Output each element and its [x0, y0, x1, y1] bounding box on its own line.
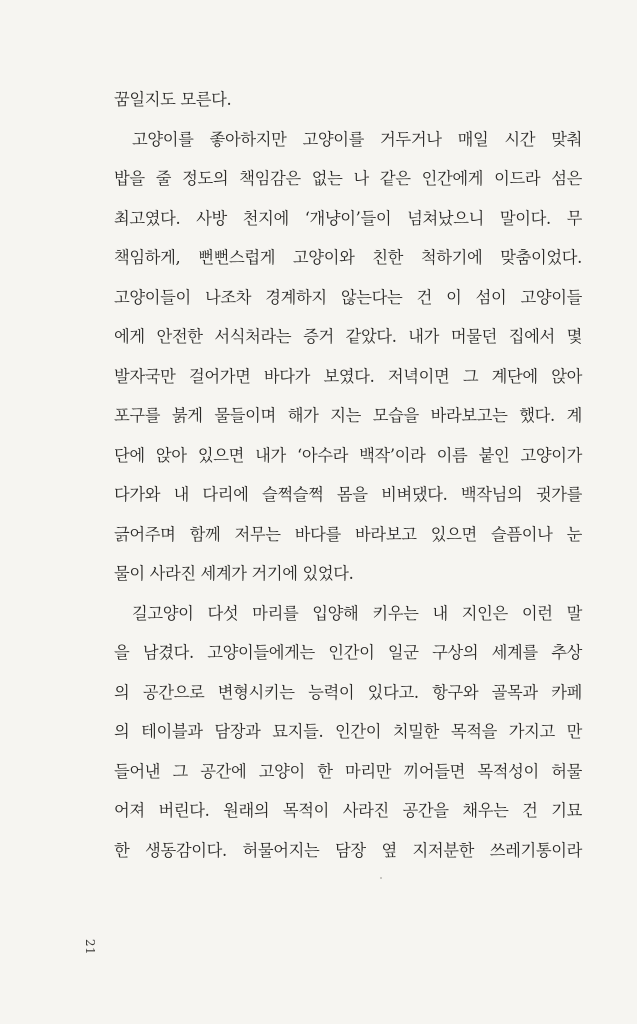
text-line: 포구를 붉게 물들이며 해가 지는 모습을 바라보고는 했다. 계 — [114, 406, 582, 425]
text-line: 긁어주며 함께 저무는 바다를 바라보고 있으면 슬픔이나 눈 — [114, 524, 582, 544]
text-line: 에게 안전한 서식처라는 증거 같았다. 내가 머물던 집에서 몇 — [114, 327, 582, 346]
text-line: 고양이를 좋아하지만 고양이를 거두거나 매일 시간 맞춰 — [132, 129, 582, 149]
text-line: 들어낸 그 공간에 고양이 한 마리만 끼어들면 목적성이 허물 — [114, 761, 582, 781]
text-line: 의 공간으로 변형시키는 능력이 있다고. 항구와 골목과 카페 — [114, 682, 582, 702]
text-line: 단에 앉아 있으면 내가 ‘아수라 백작’이라 이름 붙인 고양이가 — [114, 445, 582, 465]
text-line: 다가와 내 다리에 슬쩍슬쩍 몸을 비벼댔다. 백작님의 귓가를 — [114, 485, 582, 504]
text-line: 길고양이 다섯 마리를 입양해 키우는 내 지인은 이런 말 — [132, 603, 582, 623]
text-line: 발자국만 걸어가면 바다가 보였다. 저녁이면 그 계단에 앉아 — [114, 366, 582, 386]
body-text — [114, 80, 582, 870]
text-line: 물이 사라진 세계가 거기에 있었다. — [114, 564, 354, 583]
text-line: 꿈일지도 모른다. — [114, 90, 232, 109]
text-line: 을 남겼다. 고양이들에게는 인간이 일군 구상의 세계를 추상 — [114, 643, 582, 662]
text-line: 책임하게, 뻔뻔스럽게 고양이와 친한 척하기에 맞춤이었다. — [114, 248, 582, 267]
text-line: 한 생동감이다. 허물어지는 담장 옆 지저분한 쓰레기통이라 — [114, 840, 582, 860]
text-line: 어져 버린다. 원래의 목적이 사라진 공간을 채우는 건 기묘 — [114, 801, 582, 820]
page-number: 21 — [83, 938, 98, 956]
text-line: 최고였다. 사방 천지에 ‘개냥이’들이 넘쳐났으니 말이다. 무 — [114, 208, 582, 228]
paper-speck — [380, 877, 382, 879]
text-line: 의 테이블과 담장과 묘지들. 인간이 치밀한 목적을 가지고 만 — [114, 722, 582, 741]
text-line: 고양이들이 나조차 경계하지 않는다는 건 이 섬이 고양이들 — [114, 287, 582, 307]
text-line: 밥을 줄 정도의 책임감은 없는 나 같은 인간에게 이드라 섬은 — [114, 169, 582, 188]
